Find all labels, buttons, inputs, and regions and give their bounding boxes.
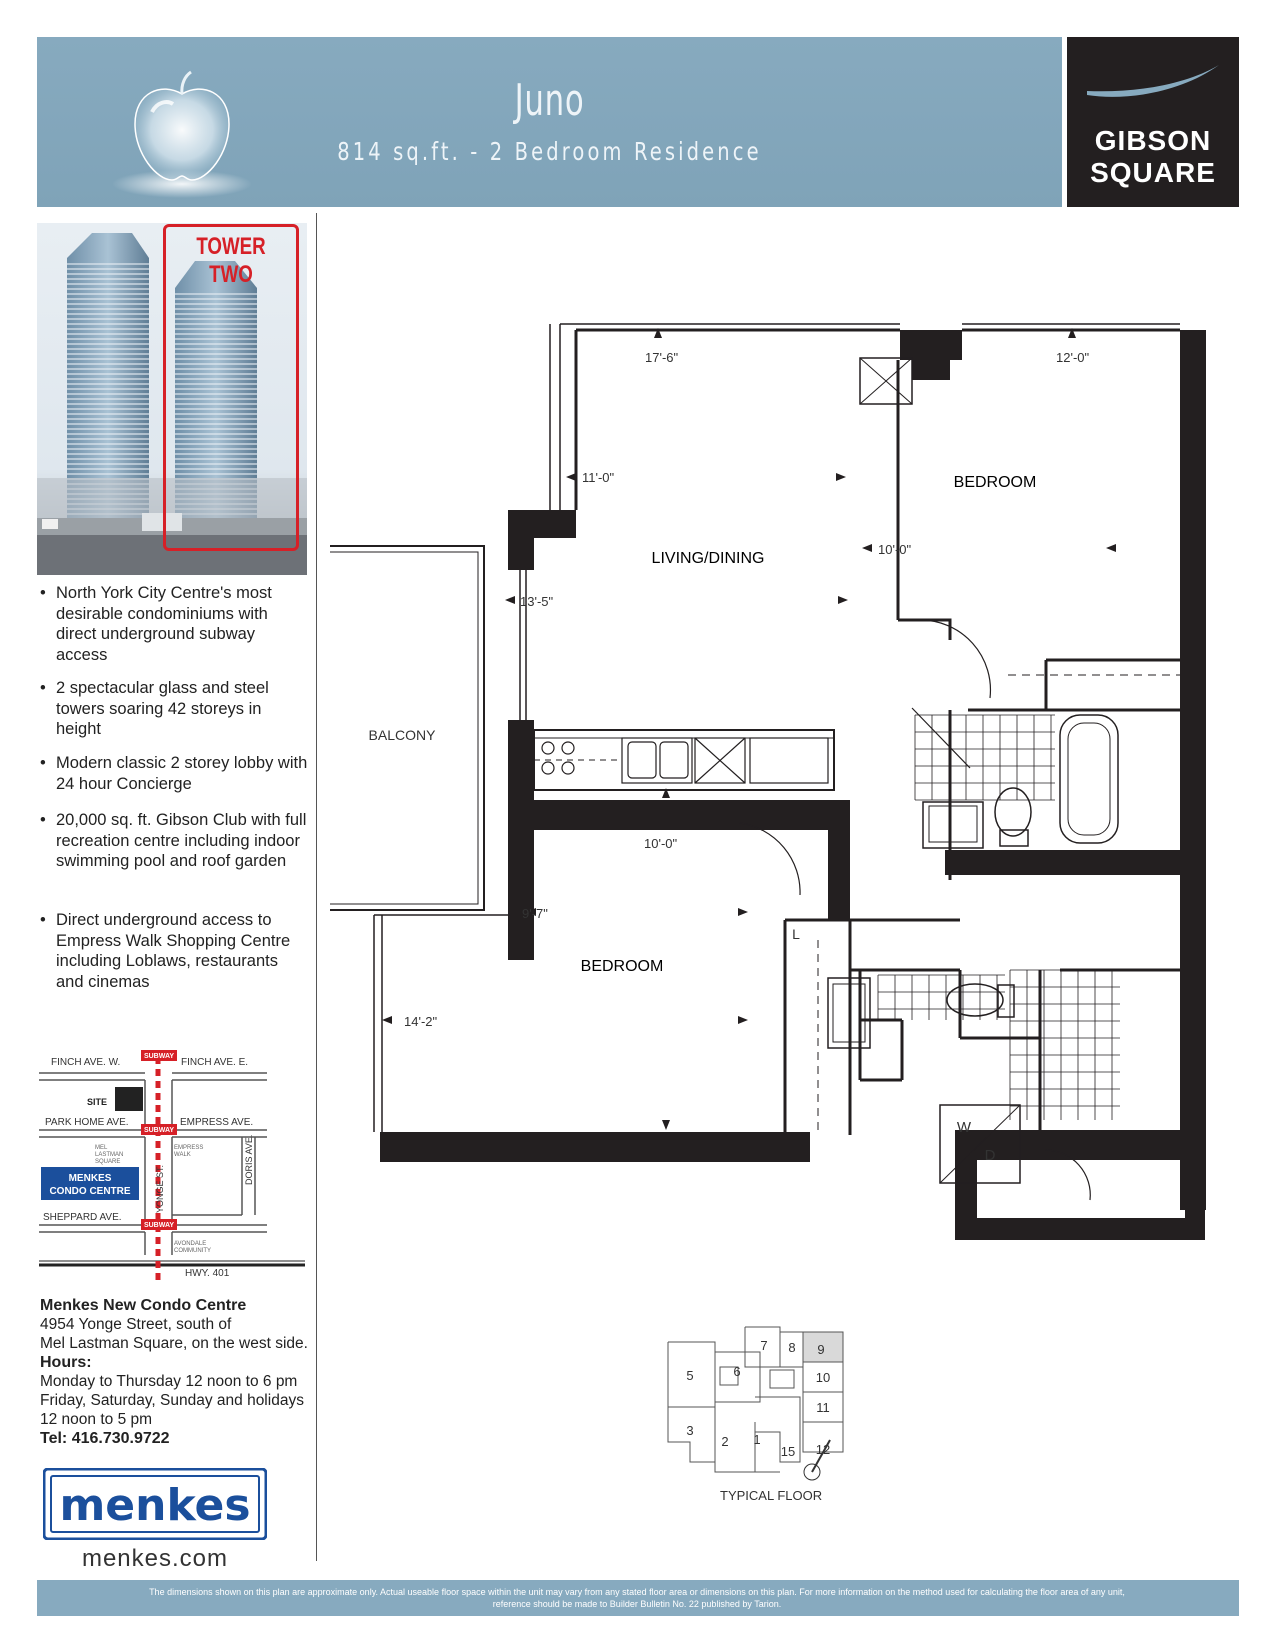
feature-text: Direct underground access to Empress Walk Shopping Centre including Loblaws, restaurants and cinemas: [56, 911, 291, 991]
map-street-label: HWY. 401: [185, 1268, 230, 1279]
keyplan-unit: 6: [733, 1364, 741, 1379]
feature-text: North York City Centre's most desirable condominiums with direct underground subway access: [56, 584, 272, 664]
keyplan-unit: 10: [815, 1370, 831, 1385]
bullet-icon: •: [40, 679, 46, 697]
menkes-logo: [43, 1468, 267, 1540]
keyplan-unit: 11: [816, 1400, 830, 1415]
keyplan-unit: 7: [760, 1338, 768, 1353]
hours-label: Hours:: [40, 1354, 92, 1371]
footer-bar: [37, 1580, 1239, 1616]
dimension-label: 17'-6": [645, 350, 679, 365]
menkes-centre-label: CONDO CENTRE: [49, 1186, 131, 1197]
swoosh-icon: [1085, 63, 1221, 103]
subway-label: SUBWAY: [143, 1127, 175, 1134]
room-label-living-dining: LIVING/DINING: [651, 550, 765, 567]
keyplan-unit: 12: [815, 1442, 831, 1457]
website-url: menkes.com: [81, 1545, 229, 1572]
map-place-label: SQUARE: [95, 1159, 121, 1165]
location-map: [37, 1045, 307, 1290]
bullet-icon: •: [40, 754, 46, 772]
menkes-logo-text: menkes: [59, 1480, 251, 1531]
dimension-label: 9'-7": [522, 906, 548, 921]
map-street-label: FINCH AVE. W.: [51, 1057, 121, 1068]
keyplan-unit-highlighted: 9: [817, 1342, 825, 1357]
map-site-label: SITE: [87, 1097, 108, 1107]
map-street-label: SHEPPARD AVE.: [43, 1212, 122, 1223]
model-name: Juno: [514, 75, 585, 126]
floor-plan: [330, 320, 1240, 1270]
keyplan-unit: 15: [780, 1444, 796, 1459]
subway-label: SUBWAY: [143, 1222, 175, 1229]
telephone: Tel: 416.730.9722: [40, 1430, 170, 1447]
dimension-label: 12'-0": [1056, 350, 1090, 365]
laundry-label: L: [792, 926, 800, 942]
room-label-balcony: BALCONY: [368, 727, 436, 743]
dimension-label: 10'-0": [878, 542, 912, 557]
room-label-second-bedroom: BEDROOM: [580, 958, 664, 975]
map-street-label: EMPRESS AVE.: [180, 1117, 254, 1128]
key-plan: [660, 1322, 890, 1522]
disclaimer-line: reference should be made to Builder Bulletin No. 22 published by Tarion.: [492, 1599, 782, 1609]
map-place-label: WALK: [174, 1152, 191, 1158]
feature-text: 20,000 sq. ft. Gibson Club with full recreation centre including indoor swimming pool and roof garden: [56, 811, 307, 870]
keyplan-unit: 3: [686, 1423, 694, 1438]
disclaimer-line: The dimensions shown on this plan are approximate only. Actual useable floor space within the unit may vary from any stated floor area or dimensions on this plan. For more information on the method used for calculating the floor area of any unit,: [149, 1587, 1125, 1597]
map-street-label: FINCH AVE. E.: [181, 1057, 249, 1068]
dimension-label: 10'-0": [644, 836, 678, 851]
menkes-centre-label: MENKES: [68, 1173, 112, 1184]
keyplan-unit: 2: [721, 1434, 729, 1449]
hours-line: Monday to Thursday 12 noon to 6 pm: [40, 1373, 298, 1390]
dryer-label: D: [984, 1147, 996, 1164]
brand-line-2: SQUARE: [1090, 157, 1216, 188]
bullet-icon: •: [40, 811, 46, 829]
centre-name: Menkes New Condo Centre: [40, 1297, 247, 1314]
map-street-label: DORIS AVE.: [244, 1134, 254, 1185]
map-place-label: LASTMAN: [95, 1152, 124, 1158]
map-place-label: MEL: [95, 1145, 108, 1151]
column-divider: [316, 213, 317, 1561]
address-line: 4954 Yonge Street, south of: [40, 1316, 232, 1333]
bullet-icon: •: [40, 584, 46, 602]
tower-two-highlight: [163, 224, 299, 551]
map-street-label: YONGE ST.: [155, 1164, 165, 1213]
address-line: Mel Lastman Square, on the west side.: [40, 1335, 308, 1352]
map-place-label: EMPRESS: [174, 1145, 204, 1151]
dimension-label: 11'-0": [582, 470, 615, 485]
feature-text: Modern classic 2 storey lobby with 24 hour Concierge: [56, 754, 308, 793]
hours-line: Friday, Saturday, Sunday and holidays: [40, 1392, 304, 1409]
subway-label: SUBWAY: [143, 1053, 175, 1060]
disclaimer: [77, 1586, 1197, 1610]
hours-line: 12 noon to 5 pm: [40, 1411, 153, 1428]
keyplan-label: TYPICAL FLOOR: [720, 1488, 823, 1503]
washer-label: W: [956, 1119, 972, 1136]
tower-two-label: TOWER TWO: [196, 233, 266, 288]
brand-line-1: GIBSON: [1094, 125, 1212, 156]
keyplan-unit: 8: [788, 1340, 796, 1355]
contact-info: [40, 1296, 315, 1448]
room-label-master-bedroom: BEDROOM: [953, 474, 1037, 491]
map-street-label: PARK HOME AVE.: [45, 1117, 129, 1128]
gibson-square-logo: [1067, 37, 1239, 207]
header-banner: [37, 37, 1062, 207]
map-place-label: AVONDALE: [174, 1241, 207, 1247]
keyplan-unit: 1: [753, 1432, 761, 1447]
map-place-label: COMMUNITY: [174, 1248, 211, 1254]
dimension-label: 14'-2": [404, 1014, 438, 1029]
dimension-label: 13'-5": [520, 594, 554, 609]
feature-text: 2 spectacular glass and steel towers soaring 42 storeys in height: [56, 679, 269, 738]
keyplan-unit: 5: [686, 1368, 694, 1383]
bullet-icon: •: [40, 911, 46, 929]
model-subtitle: 814 sq.ft. - 2 Bedroom Residence: [337, 137, 762, 166]
